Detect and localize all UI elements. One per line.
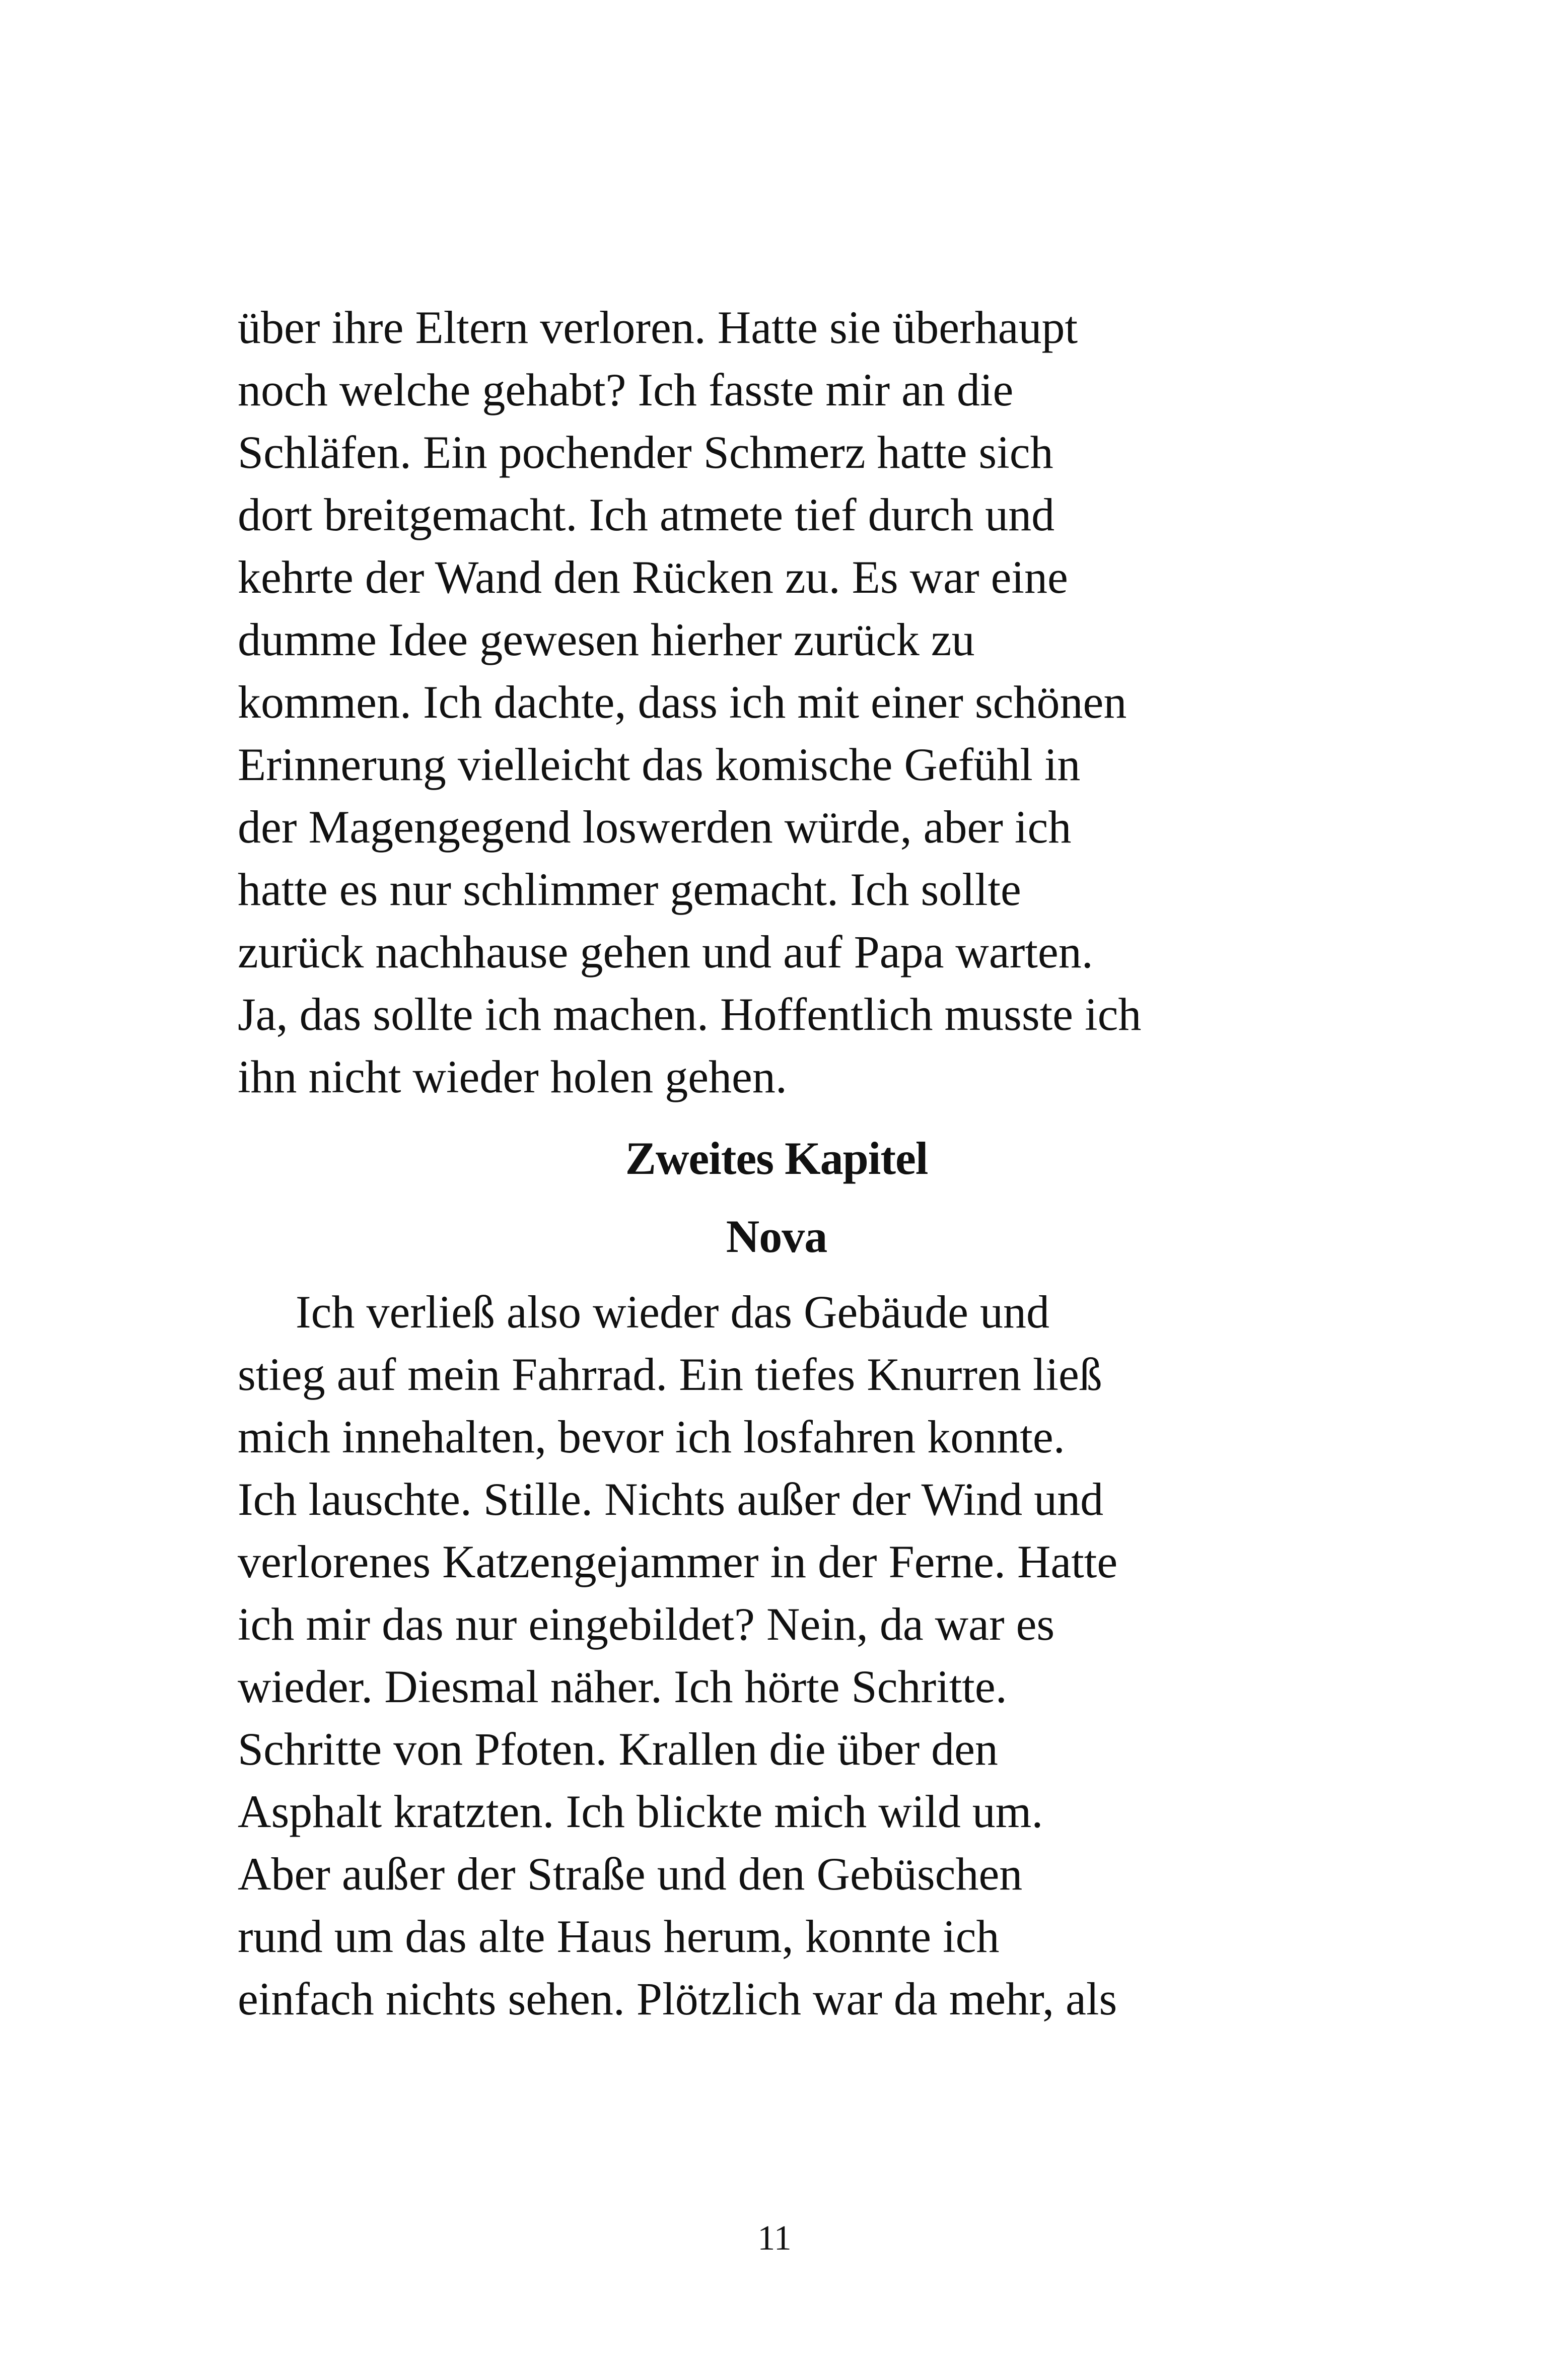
text-line: Asphalt kratzten. Ich blickte mich wild um. xyxy=(238,1786,1043,1837)
text-line: kehrte der Wand den Rücken zu. Es war eine xyxy=(238,551,1068,603)
text-line: ihn nicht wieder holen gehen. xyxy=(238,1051,787,1102)
text-line: Schritte von Pfoten. Krallen die über den xyxy=(238,1723,998,1775)
text-line: dumme Idee gewesen hierher zurück zu xyxy=(238,614,975,665)
chapter-title: Zweites Kapitel xyxy=(625,1133,928,1184)
chapter-subtitle: Nova xyxy=(726,1211,827,1262)
text-line: ich mir das nur eingebildet? Nein, da war es xyxy=(238,1598,1055,1650)
text-line: wieder. Diesmal näher. Ich hörte Schritte. xyxy=(238,1661,1007,1712)
text-line: dort breitgemacht. Ich atmete tief durch und xyxy=(238,489,1055,540)
text-line: rund um das alte Haus herum, konnte ich xyxy=(238,1911,1000,1962)
text-line: verlorenes Katzengejammer in der Ferne. Hatte xyxy=(238,1536,1118,1587)
text-line: hatte es nur schlimmer gemacht. Ich sollte xyxy=(238,864,1021,915)
text-line: Ja, das sollte ich machen. Hoffentlich musste ich xyxy=(238,989,1142,1040)
text-line: Aber außer der Straße und den Gebüschen xyxy=(238,1848,1023,1900)
text-line: Erinnerung vielleicht das komische Gefühl in xyxy=(238,739,1081,790)
text-line: der Magengegend loswerden würde, aber ich xyxy=(238,801,1072,853)
paragraph-bottom xyxy=(238,1281,1315,2030)
text-line: über ihre Eltern verloren. Hatte sie überhaupt xyxy=(238,302,1078,353)
paragraph-top xyxy=(238,296,1315,1108)
text-line: Ich lauschte. Stille. Nichts außer der Wind und xyxy=(238,1474,1104,1525)
text-line: zurück nachhause gehen und auf Papa warten. xyxy=(238,926,1093,977)
page-number: 11 xyxy=(757,2219,792,2258)
text-line: mich innehalten, bevor ich losfahren konnte. xyxy=(238,1411,1065,1462)
text-line: noch welche gehabt? Ich fasste mir an die xyxy=(238,364,1014,415)
text-line: kommen. Ich dachte, dass ich mit einer schönen xyxy=(238,676,1127,728)
text-line: stieg auf mein Fahrrad. Ein tiefes Knurren ließ xyxy=(238,1349,1102,1400)
text-line: Ich verließ also wieder das Gebäude und xyxy=(296,1286,1049,1338)
text-line: Schläfen. Ein pochender Schmerz hatte sich xyxy=(238,427,1053,478)
text-line: einfach nichts sehen. Plötzlich war da mehr, als xyxy=(238,1973,1117,2024)
